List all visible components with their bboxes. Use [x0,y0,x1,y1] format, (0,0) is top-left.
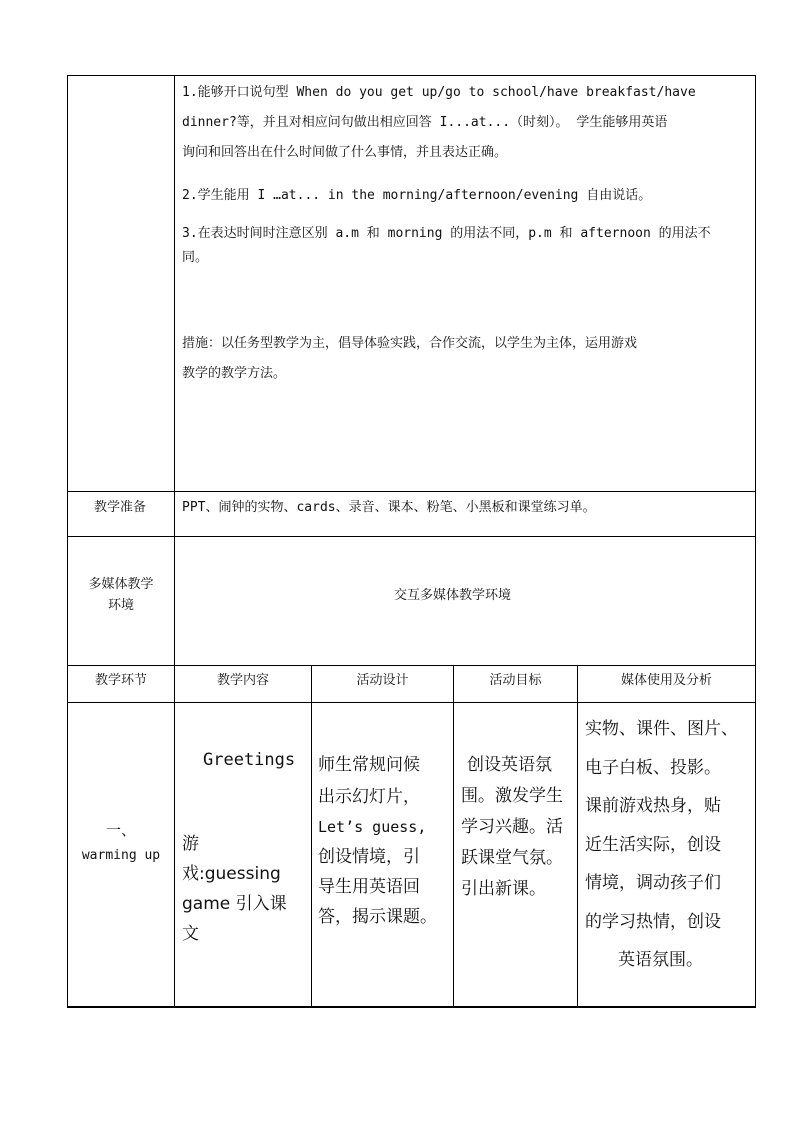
objective-3-line-1: 3.在表达时间时注意区别 a.m 和 morning 的用法不同，p.m 和 afternoon 的用法不 [182,226,711,241]
row1-activity-line-5: 导生用英语回 [318,877,420,897]
env-label [68,574,174,616]
row-divider-prep [67,491,756,492]
row1-media-line-2: 电子白板、投影。 [585,757,721,778]
row1-content-line-4: game 引入课 [182,894,287,914]
row1-media [585,710,738,980]
measures-line-2: 教学的教学方法。 [182,366,287,381]
table-border-bottom [67,1006,756,1008]
objective-1-line-2: dinner?等，并且对相应问句做出相应回答 I...at...（时刻）。 学生能够用英语 [182,115,668,130]
row1-stage-name: warming up [81,848,161,863]
row1-media-line-3: 课前游戏热身，贴 [585,796,721,816]
row1-content-game [182,829,287,949]
col-divider-4 [577,665,578,1007]
objective-1-line-1: 1.能够开口说句型 When do you get up/go to school/have breakfast/have [182,85,696,100]
prep-value: PPT、闹钟的实物、cards、录音、课本、粉笔、小黑板和课堂练习单。 [182,500,596,515]
env-value: 交互多媒体教学环境 [394,588,512,603]
objective-3-line-2: 同。 [182,250,209,265]
table-border-top [67,75,756,76]
row1-goal-line-2: 围。激发学生 [461,786,563,806]
row1-content-greetings: Greetings [203,750,296,770]
row-divider-env [67,536,756,537]
row1-activity-line-2: 出示幻灯片， [318,787,420,807]
row1-media-line-7: 英语氛围。 [618,950,703,970]
row1-activity [318,750,437,932]
header-content: 教学内容 [216,673,269,688]
row1-content-line-2: 游 [182,834,199,854]
row1-activity-line-6: 答，揭示课题。 [318,907,437,927]
col-divider-1 [174,75,175,1008]
row1-goal-line-5: 引出新课。 [461,879,546,899]
row1-content-line-3: 戏:guessing [182,864,281,884]
objective-2: 2.学生能用 I …at... in the morning/afternoon/evening 自由说话。 [182,188,652,203]
header-goal: 活动目标 [489,673,542,688]
header-media: 媒体使用及分析 [620,673,712,688]
row-divider-row1 [67,702,756,703]
col-divider-3 [453,665,454,1007]
row1-media-line-4: 近生活实际，创设 [585,834,721,855]
row-divider-header [67,665,756,666]
prep-label: 教学准备 [94,500,147,515]
row1-goal-line-1: 创设英语氛 [467,755,552,775]
row1-content-line-5: 文 [182,924,199,944]
row1-goal-line-3: 学习兴趣。活 [461,817,563,837]
measures-line-1: 措施：以任务型教学为主，倡导体验实践，合作交流，以学生为主体，运用游戏 [182,336,638,351]
row1-stage-number: 一、 [105,821,136,839]
row1-goal [461,750,563,905]
objectives-section [182,78,752,389]
env-label-line-1: 多媒体教学 [88,577,154,592]
env-label-line-2: 环境 [107,598,134,613]
row1-goal-line-4: 跃课堂气氛。 [461,848,563,868]
row1-activity-line-3: Let’s guess, [318,818,427,836]
row1-stage [68,817,174,869]
row1-media-line-1: 实物、课件、图片、 [585,719,738,739]
header-stage: 教学环节 [94,673,147,688]
header-activity: 活动设计 [356,673,409,688]
row1-media-line-5: 情境，调动孩子们 [585,873,721,893]
table-border-right [755,75,756,1008]
col-divider-2 [311,665,312,1007]
row1-activity-line-1: 师生常规问候 [318,755,420,775]
objective-1-line-3: 询问和回答出在什么时间做了什么事情，并且表达正确。 [182,145,508,160]
row1-activity-line-4: 创设情境，引 [318,847,420,867]
row1-media-line-6: 的学习热情，创设 [585,911,721,932]
